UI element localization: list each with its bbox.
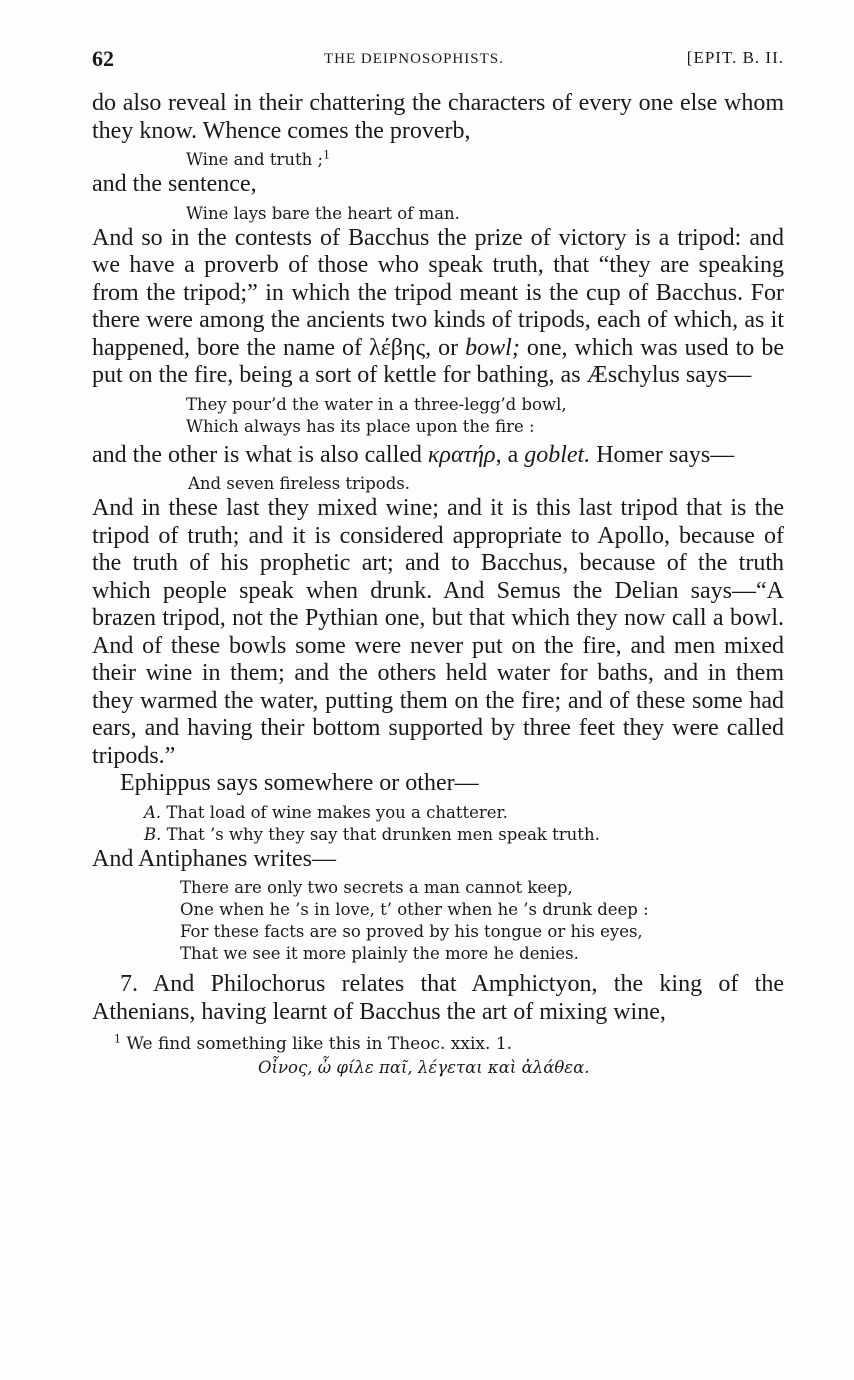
verse-line: One when he ’s in love, t’ other when he ’s drunk deep : bbox=[180, 900, 649, 919]
paragraph-8: 7. And Philochorus relates that Amphictyon, the king of the Athenians, having learnt of Bacchus the art of mixing wine, bbox=[92, 971, 784, 1025]
paragraph-4-text-c: Homer says— bbox=[590, 441, 735, 468]
paragraph-1: do also reveal in their chattering the characters of every one else whom they know. Whence comes the proverb, bbox=[92, 90, 784, 144]
paragraph-7: And Antiphanes writes— bbox=[92, 845, 336, 872]
paragraph-4-text-b: , a bbox=[495, 441, 525, 468]
dialogue-line bbox=[144, 824, 784, 846]
verse-quote-1-text: Wine and truth ; bbox=[186, 150, 324, 169]
footnote-mark: 1 bbox=[114, 1032, 121, 1046]
footnote-text: We find something like this in Theoc. xxix. 1. bbox=[126, 1034, 513, 1054]
page-body bbox=[92, 90, 784, 1080]
paragraph-4-text-a: and the other is what is also called bbox=[92, 441, 428, 468]
speaker-label: A. bbox=[144, 802, 162, 822]
italic-word-bowl: bowl; bbox=[465, 334, 520, 361]
greek-word-krater: κρατήρ bbox=[427, 441, 496, 468]
paragraph-4 bbox=[92, 442, 784, 470]
page-number: 62 bbox=[92, 46, 114, 71]
verse-quote-2: Wine lays bare the heart of man. bbox=[186, 203, 460, 223]
paragraph-3-text-c: one, which was used to be put on the fire, being a sort of kettle for bathing, as Æschylus says— bbox=[92, 334, 785, 388]
verse-line: Which always has its place upon the fire : bbox=[186, 416, 535, 436]
verse-quote-3 bbox=[92, 394, 784, 438]
running-title: THE DEIPNOSOPHISTS. bbox=[324, 51, 504, 67]
dialogue-text: That ’s why they say that drunken men speak truth. bbox=[166, 824, 600, 844]
paragraph-3 bbox=[92, 225, 784, 390]
paragraph-5: And in these last they mixed wine; and it is this last tripod that is the tripod of truth; and it is considered appropriate to Apollo, because of the truth of his prophetic art; and to Bacchus, because of the truth which people speak when drunk. And Semus the Delian says—“A brazen tripod, not the Pythian one, but that which they now call a bowl. And of these bowls some were never put on the fire, and men mixed their wine in them; and the others held water for baths, and in them they warmed the water, putting them on the fire; and of these some had ears, and having their bottom supported by three feet they were called tripods.” bbox=[92, 495, 784, 769]
paragraph-6: Ephippus says somewhere or other— bbox=[120, 770, 479, 796]
verse-quote-5 bbox=[92, 877, 784, 965]
paragraph-3-text-a: And so in the contests of Bacchus the prize of victory is a tripod: and we have a proverb of those who speak truth, that “they are speaking from the tripod;” in which the tripod meant is the cup of Bacchus. For there were among the ancients two kinds of tripods, each of which, as it happened, bore the name of bbox=[92, 224, 784, 361]
dialogue-quote bbox=[92, 802, 784, 846]
verse-quote-1 bbox=[92, 149, 784, 171]
section-reference: [EPIT. B. II. bbox=[686, 48, 784, 67]
verse-line: They pour’d the water in a three-legg’d bowl, bbox=[186, 394, 567, 414]
verse-line: That we see it more plainly the more he denies. bbox=[180, 944, 579, 963]
paragraph-2: and the sentence, bbox=[92, 171, 257, 197]
footnote-reference: 1 bbox=[323, 148, 331, 162]
footnote-greek-quote: Οἶνος, ὦ φίλε παῖ, λέγεται καὶ ἀλάθεα. bbox=[258, 1058, 590, 1077]
footnote bbox=[92, 1032, 784, 1056]
verse-line: There are only two secrets a man cannot keep, bbox=[180, 878, 573, 897]
verse-line: For these facts are so proved by his tongue or his eyes, bbox=[180, 922, 643, 941]
dialogue-text: That load of wine makes you a chatterer. bbox=[166, 802, 508, 822]
running-head bbox=[92, 46, 784, 76]
dialogue-line bbox=[144, 802, 784, 824]
paragraph-3-text-b: , or bbox=[425, 334, 466, 361]
greek-word-lebes: λέβης bbox=[369, 334, 426, 361]
speaker-label: B. bbox=[144, 824, 162, 844]
italic-word-goblet: goblet. bbox=[524, 441, 591, 468]
verse-quote-4: And seven fireless tripods. bbox=[188, 474, 410, 493]
